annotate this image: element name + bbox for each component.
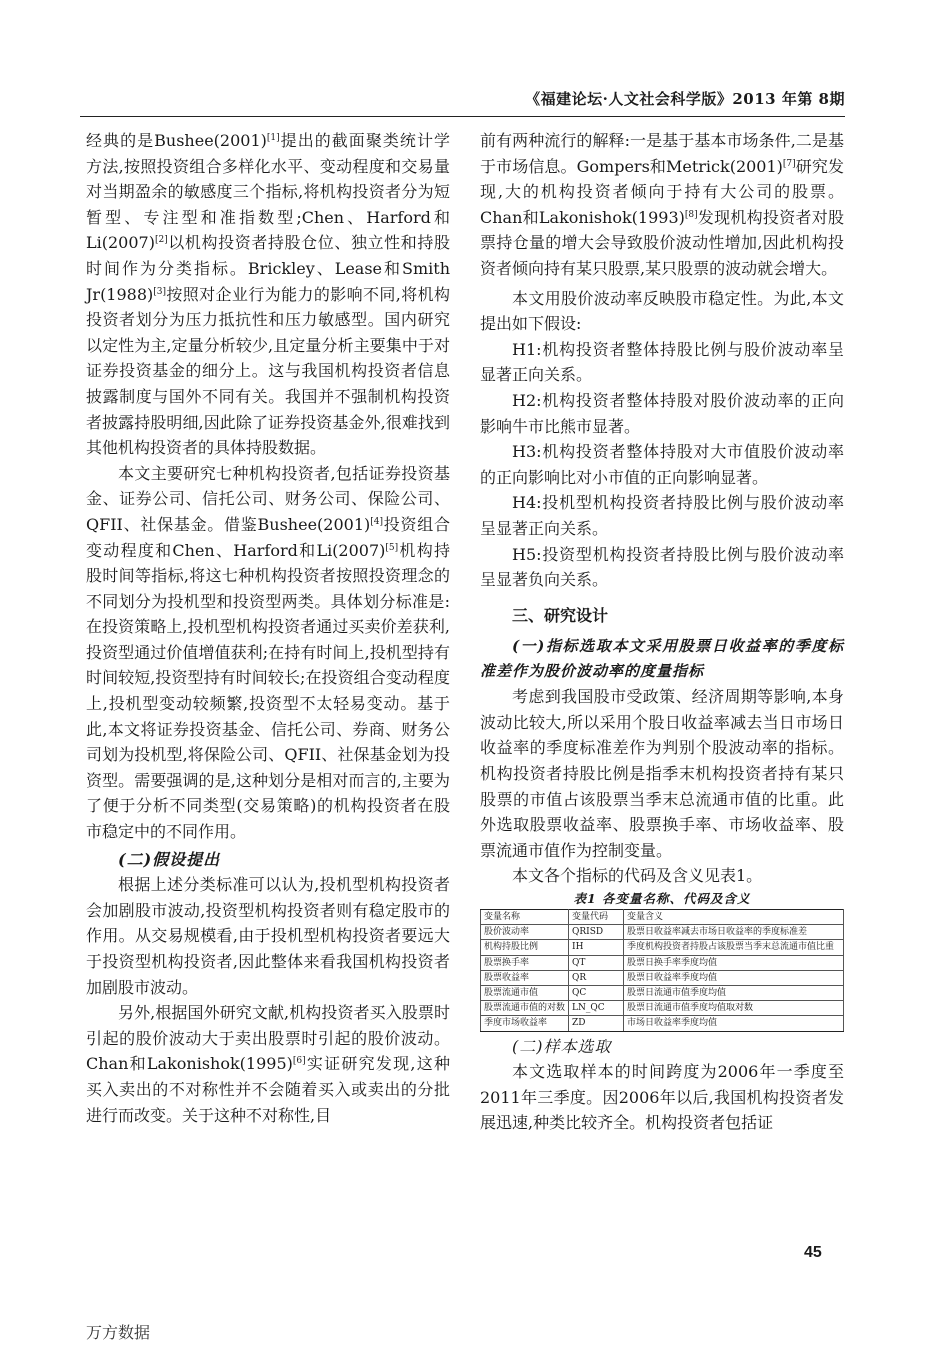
table-cell: IH (569, 940, 624, 955)
right-paragraph-5: 本文选取样本的时间跨度为2006年一季度至2011年三季度。因2006年以后,我国机构投资者发展迅速,种类比较齐全。机构投资者包括证 (480, 1062, 844, 1133)
table-cell: 股票换手率 (481, 955, 569, 970)
hypothesis-h3: H3:机构投资者整体持股对大市值股价波动率的正向影响比对小市值的正向影响显著。 (480, 442, 844, 487)
hypothesis-h4: H4:投机型机构投资者持股比例与股价波动率呈显著正向关系。 (480, 493, 844, 538)
citation-marker: [1] (266, 133, 280, 143)
hypothesis-h1: H1:机构投资者整体持股比例与股价波动率呈显著正向关系。 (480, 339, 844, 385)
table-header-cell: 变量代码 (569, 910, 624, 925)
text-run: 机构持股时间等指标,将这七种机构投资者按照投资理念的不同划分为投机型和投资型两类。具体划分标准是:在投资策略上,投机型机构投资者通过买卖价差获利,投资型通过价值增值获利;在持有时间上,投机型持有时间较短,投资型持有时间较长;在投资组合变动程度上,投机型变动较频繁,投资型不太轻易变动。基于此,本文将证券投资基金、信托公司、券商、财务公司划为投机型,将保险公司、QFII、社保基金划为投资型。需要强调的是,这种划分是相对而言的,主要为了便于分析不同类型(交易策略)的机构投资者在股市稳定中的不同作用。 (86, 540, 450, 842)
watermark: 万方数据 (86, 1323, 151, 1342)
table-cell: QT (569, 955, 624, 970)
table-row (481, 955, 844, 970)
page-number: 45 (804, 1244, 822, 1261)
text-run: 研究发现,大的机构投资者倾向于持有大公司的股票。Chan和Lakonishok(1993) (480, 156, 844, 227)
table-cell: 股票日换手率季度均值 (624, 955, 844, 970)
section-heading-hypotheses: (二)假设提出 (118, 849, 221, 869)
citation-marker: [3] (153, 286, 167, 297)
table-cell: 股票日收益率季度均值 (624, 970, 844, 985)
table-cell: 股票收益率 (481, 970, 569, 985)
journal-header: 《福建论坛·人文社会科学版》2013 年第 8期 (525, 90, 845, 108)
table-cell: QRISD (569, 925, 624, 940)
text-run: 经典的是Bushee(2001) (86, 131, 267, 150)
left-paragraph-4 (86, 1000, 450, 1128)
right-paragraph-4: 本文各个指标的代码及含义见表1。 (512, 866, 763, 886)
right-paragraph-2: 本文用股价波动率反映股市稳定性。为此,本文提出如下假设: (480, 288, 844, 334)
subsection-heading-indicators: (一)指标选取本文采用股票日收益率的季度标准差作为股价波动率的度量指标 (480, 637, 844, 681)
table-row (481, 940, 844, 955)
right-column (480, 128, 844, 1136)
table-title: 表1 各变量名称、代码及含义 (573, 891, 751, 907)
section-heading-research-design: 三、研究设计 (512, 605, 609, 625)
table-row (481, 970, 844, 985)
table-cell: ZD (569, 1016, 624, 1031)
text-run: 投资组合变动程度和Chen、Harford和Li(2007) (86, 514, 450, 560)
citation-marker: [4] (370, 516, 384, 527)
left-paragraph-2 (86, 461, 450, 845)
header-rule (80, 116, 845, 117)
table-cell: QC (569, 986, 624, 1001)
citation-marker: [8] (684, 209, 698, 220)
text-run: 本文主要研究七种机构投资者,包括证券投资基金、证券公司、信托公司、财务公司、保险公司、QFII、社保基金。借鉴Bushee(2001) (86, 463, 450, 534)
citation-marker: [7] (782, 158, 796, 169)
text-run: 发现机构投资者对股票持仓量的增大会导致股价波动性增加,因此机构投资者倾向持有某只股票,某只股票的波动就会增大。 (480, 207, 844, 278)
table-header-cell: 变量含义 (624, 910, 844, 925)
table-header-row (481, 910, 844, 925)
left-paragraph-1 (86, 128, 450, 461)
table-cell: 市场日收益率季度均值 (624, 1016, 844, 1031)
citation-marker: [2] (154, 235, 168, 246)
table-cell: 季度机构投资者持股占该股票当季末总流通市值比重 (624, 940, 844, 955)
text-run: 前有两种流行的解释:一是基于基本市场条件,二是基于市场信息。Gompers和Metrick(2001) (480, 131, 844, 176)
text-run: 以机构投资者持股仓位、独立性和持股时间作为分类指标。Brickley、Lease和Smith Jr(1988) (86, 233, 450, 304)
citation-marker: [5] (385, 542, 399, 553)
table-cell: 股票日流通市值季度均值取对数 (624, 1001, 844, 1016)
hypothesis-h2: H2:机构投资者整体持股对股价波动率的正向影响牛市比熊市显著。 (480, 390, 844, 436)
table-header-cell: 变量名称 (481, 910, 569, 925)
table-cell: QR (569, 970, 624, 985)
hypothesis-h5: H5:投资型机构投资者持股比例与股价波动率呈显著负向关系。 (480, 544, 844, 590)
text-run: 实证研究发现,这种买入卖出的不对称性并不会随着买入或卖出的分批进行而改变。关于这种不对称性,目 (86, 1054, 450, 1125)
left-column (86, 128, 450, 1128)
text-run: 按照对企业行为能力的影响不同,将机构投资者划分为压力抵抗性和压力敏感型。国内研究以定性为主,定量分析较少,且定量分析主要集中于对证券投资基金的细分上。这与我国机构投资者信息披露制度与国外不同有关。我国并不强制机构投资者披露持股明细,因此除了证券投资基金外,很难找到其他机构投资者的具体持股数据。 (86, 284, 450, 458)
table-cell: 股票流通市值 (481, 986, 569, 1001)
table-cell: 机构持股比例 (481, 940, 569, 955)
right-paragraph-3: 考虑到我国股市受政策、经济周期等影响,本身波动比较大,所以采用个股日收益率减去当日市场日收益率的季度标准差作为判别个股波动率的指标。机构投资者持股比例是指季末机构投资者持有某只股票的市值占该股票当季末总流通市值的比重。此外选取股票收益率、股票换手率、市场收益率、股票流通市值作为控制变量。 (480, 687, 844, 860)
table-cell: 股价波动率 (481, 925, 569, 940)
text-run: 另外,根据国外研究文献,机构投资者买入股票时引起的股价波动大于卖出股票时引起的股价波动。Chan和Lakonishok(1995) (86, 1003, 450, 1074)
citation-marker: [6] (292, 1056, 306, 1067)
table-row (481, 1016, 844, 1031)
variables-table (480, 909, 844, 1032)
table-cell: 季度市场收益率 (481, 1016, 569, 1031)
right-paragraph-1 (480, 128, 844, 282)
table-cell: LN_QC (569, 1001, 624, 1016)
text-run: 提出的截面聚类统计学方法,按照投资组合多样化水平、变动程度和交易量对当期盈余的敏感度三个指标,将机构投资者分为短暂型、专注型和准指数型;Chen、Harford和Li(2007) (86, 131, 450, 253)
table-cell: 股票日收益率减去市场日收益率的季度标准差 (624, 925, 844, 940)
table-row (481, 1001, 844, 1016)
table-row (481, 925, 844, 940)
table-row (481, 986, 844, 1001)
subsection-heading-sample: (二)样本选取 (512, 1036, 612, 1056)
left-paragraph-3: 根据上述分类标准可以认为,投机型机构投资者会加剧股市波动,投资型机构投资者则有稳定股市的作用。从交易规模看,由于投机型机构投资者要远大于投资型机构投资者,因此整体来看我国机构投资者加剧股市波动。 (86, 875, 450, 997)
table-cell: 股票流通市值的对数 (481, 1001, 569, 1016)
table-cell: 股票日流通市值季度均值 (624, 986, 844, 1001)
